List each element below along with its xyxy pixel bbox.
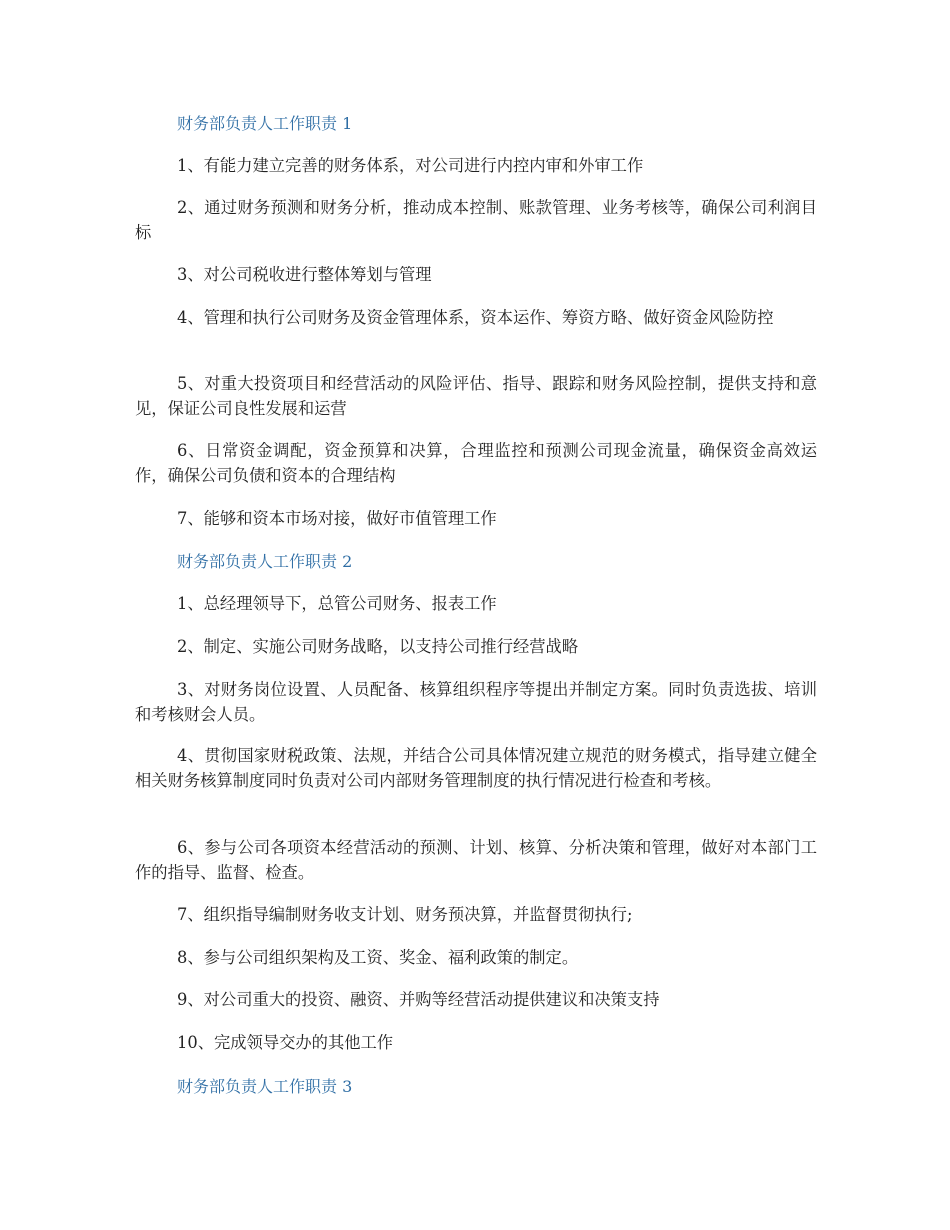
section-2-item-1: 1、总经理领导下，总管公司财务、报表工作	[177, 594, 497, 613]
section-1-item-6: 6、日常资金调配，资金预算和决算，合理监控和预测公司现金流量，确保资金高效运作，确保公司负债和资本的合理结构	[135, 441, 817, 485]
section-2-item-2: 2、制定、实施公司财务战略，以支持公司推行经营战略	[177, 637, 579, 656]
section-1-item-2: 2、通过财务预测和财务分析，推动成本控制、账款管理、业务考核等，确保公司利润目标	[135, 198, 817, 242]
section-1-item-1: 1、有能力建立完善的财务体系，对公司进行内控内审和外审工作	[177, 156, 644, 175]
section-2-item-7: 8、参与公司组织架构及工资、奖金、福利政策的制定。	[177, 948, 579, 967]
section-2-item-9: 10、完成领导交办的其他工作	[177, 1033, 394, 1052]
section-1-item-3: 3、对公司税收进行整体筹划与管理	[177, 265, 432, 284]
section-heading-3: 财务部负责人工作职责 3	[177, 1077, 353, 1096]
section-2-item-8: 9、对公司重大的投资、融资、并购等经营活动提供建议和决策支持	[177, 990, 660, 1009]
section-1-item-4: 4、管理和执行公司财务及资金管理体系，资本运作、筹资方略、做好资金风险防控	[177, 308, 774, 327]
section-heading-1: 财务部负责人工作职责 1	[177, 114, 353, 133]
section-2-item-3: 3、对财务岗位设置、人员配备、核算组织程序等提出并制定方案。同时负责选拔、培训和考核财会人员。	[135, 680, 817, 724]
section-2-item-4: 4、贯彻国家财税政策、法规，并结合公司具体情况建立规范的财务模式，指导建立健全相关财务核算制度同时负责对公司内部财务管理制度的执行情况进行检查和考核。	[135, 746, 817, 790]
section-2-item-5: 6、参与公司各项资本经营活动的预测、计划、核算、分析决策和管理，做好对本部门工作的指导、监督、检查。	[135, 838, 817, 882]
section-1-item-7: 7、能够和资本市场对接，做好市值管理工作	[177, 509, 497, 528]
section-1-item-5: 5、对重大投资项目和经营活动的风险评估、指导、跟踪和财务风险控制，提供支持和意见，保证公司良性发展和运营	[135, 374, 817, 418]
section-2-item-6: 7、组织指导编制财务收支计划、财务预决算，并监督贯彻执行;	[177, 905, 633, 924]
section-heading-2: 财务部负责人工作职责 2	[177, 552, 353, 571]
